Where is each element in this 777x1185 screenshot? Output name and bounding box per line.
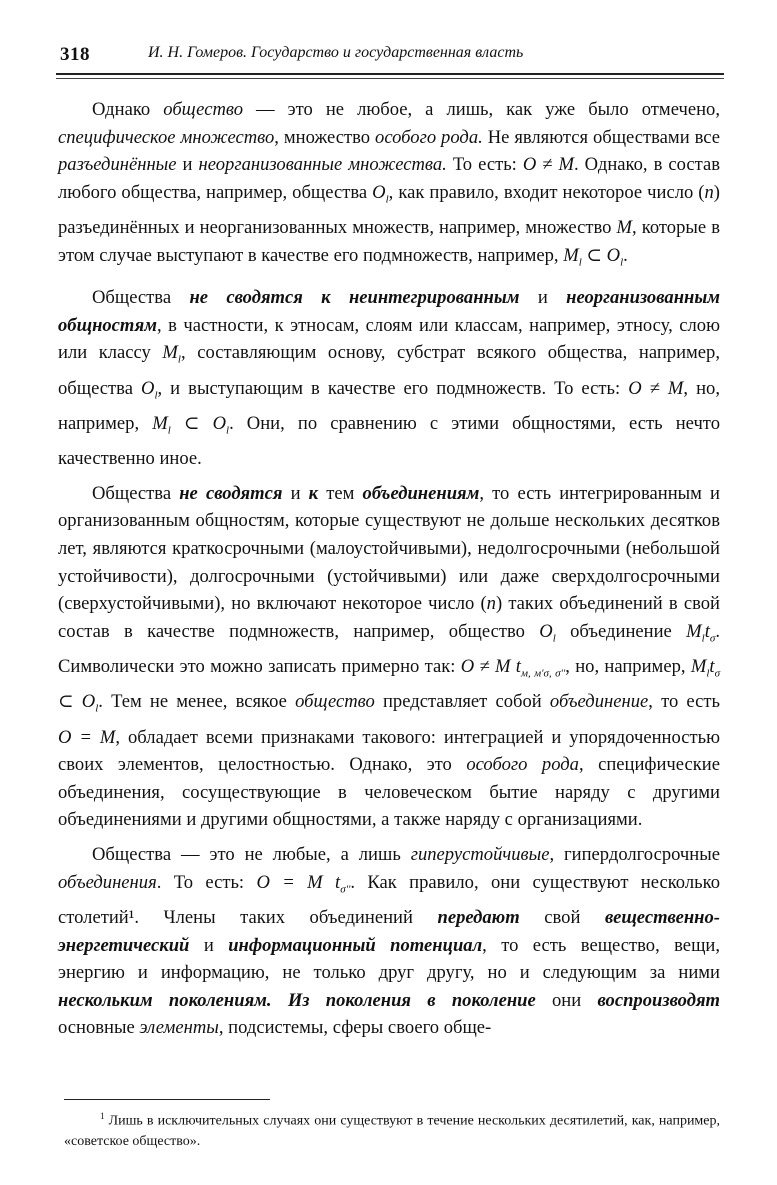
paragraph (58, 96, 720, 277)
footnote-rule (64, 1099, 270, 1100)
bold-italic-term: к (308, 482, 319, 504)
text-run: , специфические объединения, сосуществующие в человеческом бытие наряду с другими объединениями и другими общностями, а также наряду с организациями. (58, 754, 720, 831)
text-run: тем (318, 482, 363, 504)
text-run: . Символически это можно записать примерно так: (58, 620, 720, 677)
text-run: ) разъединённых и неорганизованных множеств, например, множество (58, 181, 720, 239)
italic-term: элементы (139, 1017, 219, 1039)
italic-term: особого рода. (375, 126, 483, 148)
text-run: , то есть вещество, вещи, энергию и информацию, не только друг другу, но и следующим за ними (58, 934, 720, 984)
running-head: И. Н. Гомеров. Государство и государственная власть (148, 44, 524, 61)
text-run: , обладает всеми признаками такового: интеграцией и упорядоченностью своих элементов, целостностью. Однако, это (58, 726, 720, 776)
text-run: ⊂ (581, 244, 607, 266)
text-run (272, 990, 288, 1011)
text-run: , то есть интегрированным и организованным общностям, которые существуют не дольше нескольких десятков лет, являются краткосрочными (малоустойчивыми), недолгосрочными (небольшой устойчивости), долгосрочными (устойчивыми) или даже сверхдолгосрочными (сверхустойчивыми), но включают некоторое число ( (58, 482, 720, 615)
math-subscript: l (95, 703, 99, 716)
text-run: , то есть (648, 691, 720, 713)
text-run: ⊂ (58, 691, 82, 713)
text-run: . Как правило, они существуют несколько столетий¹. Члены таких объединений (58, 871, 721, 928)
bold-italic-term: нескольким поколениям. (58, 989, 272, 1011)
text-run: , в частности, к этносам, слоям или классам, например, этносу, слою или классу (58, 314, 720, 364)
math-subscript: σ'' (340, 883, 351, 896)
footnote-text: Лишь в исключительных случаях они существуют в течение нескольких десятилетий, как, например, «советское общество». (64, 1113, 721, 1149)
text-run: и (282, 482, 309, 504)
text-run: ) таких объединений в свой состав в качестве подмножеств, например, общество (58, 593, 720, 642)
text-run: Однако (92, 99, 164, 120)
text-run: То есть: (446, 154, 523, 176)
text-run: , составляющим основу, субстрат всякого общества, например, общества (58, 342, 720, 399)
math-subscript: м, м'σ, σ'' (520, 667, 566, 680)
math-symbol: M (563, 244, 579, 266)
body-text (58, 96, 720, 1049)
italic-term: разъединённые (58, 154, 177, 176)
math-subscript: l (385, 193, 389, 206)
bold-italic-term: неорганизованным общностям (58, 287, 720, 336)
math-symbol: M (690, 656, 707, 677)
italic-term: n (486, 593, 496, 615)
text-run: , и выступающим в качестве его подмножеств. То есть: (157, 377, 629, 399)
bold-italic-term: не сводятся к неинтегрированным (189, 287, 520, 308)
math-subscript: l (552, 632, 556, 645)
text-run: Не являются обществами все (482, 126, 720, 148)
footnote (64, 1106, 720, 1152)
text-run: и (176, 154, 199, 176)
math-symbol: M (686, 620, 702, 642)
italic-term: объединения (58, 871, 157, 893)
italic-term: специфическое множество (58, 126, 275, 148)
paragraph (58, 284, 720, 473)
text-run: , множество (274, 126, 376, 148)
text-run: , но, например, (565, 656, 691, 677)
bold-italic-term: не сводятся (179, 482, 283, 504)
italic-term: объединение (549, 691, 649, 713)
bold-italic-term: информационный потенциал (228, 934, 483, 956)
italic-term: особого рода (466, 754, 579, 776)
text-run: представляет собой (374, 691, 550, 713)
header-rule-thin (56, 78, 724, 79)
math-symbol: O (81, 691, 96, 713)
math-subscript: l (706, 667, 710, 680)
math-symbol: t (709, 656, 715, 677)
text-run: , гипердолгосрочные (549, 844, 720, 865)
bold-italic-term: передают (437, 906, 520, 928)
text-run: объединение (555, 620, 687, 642)
math-symbol: O (141, 377, 155, 399)
footnote-marker: 1 (100, 1111, 105, 1121)
italic-term: общество (163, 99, 243, 120)
math-subscript: l (226, 424, 230, 437)
math-symbol: O (606, 244, 621, 266)
bold-italic-term: вещественно-энергетический (58, 906, 720, 956)
header-rule (56, 73, 724, 75)
math-symbol: M (152, 412, 168, 434)
math-symbol: O ≠ M t (460, 656, 521, 677)
italic-term: n (704, 181, 714, 203)
italic-term: неорганизованные множества. (198, 154, 447, 176)
text-run: . Однако, в состав любого общества, например, общества (58, 154, 721, 203)
text-run: , как правило, входит некоторое число ( (388, 181, 705, 203)
math-subscript: l (177, 353, 181, 366)
math-symbol: M (616, 217, 633, 239)
text-run: , но, например, (58, 377, 721, 434)
math-subscript: σ (714, 667, 720, 680)
math-symbol: t (704, 620, 710, 642)
page-header (56, 40, 721, 70)
page-number: 318 (60, 44, 90, 65)
text-run: Общества — это не любые, а лишь (92, 844, 411, 865)
text-run: — это не любое, а лишь, как уже было отмечено, (243, 99, 720, 120)
text-run: свой (519, 906, 605, 928)
italic-term: общество (295, 691, 375, 713)
math-symbol: O ≠ M (628, 377, 684, 399)
math-symbol: O (212, 412, 226, 434)
text-run: основные (58, 1017, 140, 1039)
math-subscript: l (154, 389, 158, 402)
text-run: . То есть: (156, 871, 257, 893)
math-subscript: l (167, 424, 171, 437)
text-run: , которые в этом случае выступают в качестве его подмножеств, например, (58, 217, 720, 266)
math-symbol: O ≠ M (522, 154, 575, 176)
text-run: они (535, 989, 598, 1011)
math-subscript: l (701, 632, 705, 645)
bold-italic-term: объединениям (362, 482, 480, 504)
text-run: . (623, 244, 628, 266)
math-symbol: O (372, 181, 386, 203)
text-run: Общества (92, 482, 180, 504)
math-subscript: l (620, 256, 624, 269)
text-run: , подсистемы, сферы своего обще- (218, 1017, 492, 1039)
bold-italic-term: воспроизводят (597, 989, 720, 1011)
math-subscript: l (578, 256, 582, 269)
math-symbol: O = M t (256, 871, 341, 893)
math-symbol: M (162, 342, 178, 364)
math-subscript: σ (709, 632, 716, 645)
text-run: . Они, по сравнению с этими общностями, есть нечто качественно иное. (58, 412, 720, 470)
italic-term: гиперустойчивые (410, 844, 550, 865)
paragraph (58, 841, 720, 1042)
text-run: ⊂ (170, 412, 213, 434)
math-symbol: O (539, 620, 553, 642)
bold-italic-term: Из поколения в поколение (287, 989, 536, 1011)
text-run: и (189, 934, 229, 956)
paragraph (58, 480, 720, 834)
text-run: и (519, 287, 567, 308)
text-run: . Тем не менее, всякое (98, 691, 296, 713)
math-symbol: O = M (58, 726, 116, 748)
text-run: Общества (92, 287, 190, 308)
